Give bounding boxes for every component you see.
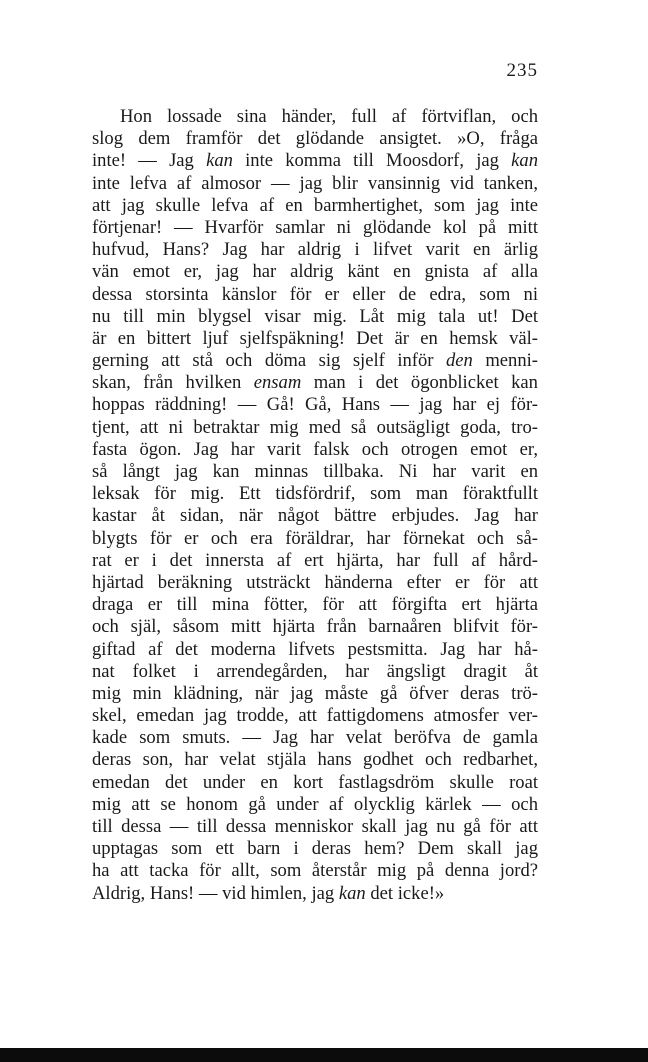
text-span: ha att tacka för allt, som återstår mig på denna jord? bbox=[92, 860, 538, 882]
text-span: till dessa — till dessa menniskor skall jag nu gå för att bbox=[92, 816, 538, 837]
text-line bbox=[92, 661, 538, 683]
text-line bbox=[92, 860, 538, 882]
text-line bbox=[92, 217, 538, 239]
text-span: man i det ögonblicket kan bbox=[301, 372, 538, 394]
text-span: hjärtad beräkning utsträckt händerna efter er för att bbox=[92, 571, 538, 593]
text-span: Aldrig, Hans! — vid himlen, jag bbox=[92, 882, 339, 904]
text-span: hufvud, Hans? Jag har aldrig i lifvet varit en ärlig bbox=[92, 239, 538, 261]
text-span: draga er till mina fötter, för att förgifta ert hjärta bbox=[92, 594, 538, 616]
text-line bbox=[92, 794, 538, 816]
text-line bbox=[92, 173, 538, 195]
body-text bbox=[92, 106, 538, 905]
text-line bbox=[92, 350, 538, 372]
emphasized-word: kan bbox=[206, 150, 233, 172]
text-line bbox=[92, 284, 538, 306]
text-span: så långt jag kan minnas tillbaka. Ni har varit en bbox=[92, 461, 538, 482]
text-span: giftad af det moderna lifvets pestsmitta. Jag har hå- bbox=[92, 638, 538, 660]
text-line bbox=[92, 439, 538, 461]
text-span: rat er i det innersta af ert hjärta, har full af hård- bbox=[92, 549, 538, 571]
text-span: skan, från hvilken bbox=[92, 372, 254, 394]
emphasized-word: ensam bbox=[253, 372, 302, 394]
text-line bbox=[92, 128, 538, 150]
text-line bbox=[92, 705, 538, 727]
text-span: och själ, såsom mitt hjärta från barnaåren blifvit för- bbox=[92, 616, 538, 638]
text-span: mig min klädning, när jag måste gå öfver deras trö- bbox=[92, 682, 538, 704]
emphasized-word: den bbox=[445, 350, 473, 372]
text-line bbox=[92, 639, 538, 661]
text-line bbox=[92, 306, 538, 328]
text-line bbox=[92, 838, 538, 860]
text-span: nat folket i arrendegården, har ängsligt dragit åt bbox=[92, 660, 538, 682]
emphasized-word: kan bbox=[511, 150, 538, 172]
text-line bbox=[92, 417, 538, 439]
text-line bbox=[92, 727, 538, 749]
text-line bbox=[92, 372, 538, 394]
text-span: skel, emedan jag trodde, att fattigdomens atmosfer ver- bbox=[92, 705, 538, 727]
text-line bbox=[92, 150, 538, 172]
text-line bbox=[92, 572, 538, 594]
text-line bbox=[92, 616, 538, 638]
text-line bbox=[92, 195, 538, 217]
text-line bbox=[92, 461, 538, 483]
text-span: är en bittert ljuf sjelfspäkning! Det är en hemsk väl- bbox=[92, 327, 538, 349]
text-span: slog dem framför det glödande ansigtet. »O, fråga bbox=[92, 128, 538, 150]
page-number: 235 bbox=[506, 60, 538, 81]
text-span: blygts för er och era föräldrar, har förnekat och så- bbox=[92, 527, 538, 549]
text-span: hoppas räddning! — Gå! Gå, Hans — jag har ej för- bbox=[92, 394, 538, 416]
text-span: kade som smuts. — Jag har velat beröfva de gamla bbox=[92, 727, 538, 749]
text-span: deras son, har velat stjäla hans godhet och redbarhet, bbox=[92, 749, 538, 771]
text-line bbox=[92, 394, 538, 416]
text-span: emedan det under en kort fastlagsdröm skulle roat bbox=[92, 771, 538, 793]
text-line bbox=[92, 883, 538, 905]
text-line bbox=[92, 505, 538, 527]
text-line bbox=[92, 239, 538, 261]
text-span: tjent, att ni betraktar mig med så outsägligt goda, tro- bbox=[92, 416, 538, 438]
text-line bbox=[92, 550, 538, 572]
text-line bbox=[92, 594, 538, 616]
text-span: gerning att stå och döma sig sjelf inför bbox=[92, 350, 446, 372]
text-line bbox=[92, 528, 538, 550]
text-line bbox=[92, 683, 538, 705]
text-span: att jag skulle lefva af en barmhertighet, som jag inte bbox=[92, 194, 538, 216]
scan-edge-bar bbox=[0, 1048, 648, 1062]
text-line bbox=[92, 261, 538, 283]
text-line bbox=[92, 772, 538, 794]
text-span: inte komma till Moosdorf, jag bbox=[232, 150, 512, 172]
text-span: fasta ögon. Jag har varit falsk och otrogen emot er, bbox=[92, 438, 538, 460]
text-span: Hon lossade sina händer, full af förtviflan, och bbox=[120, 106, 538, 127]
text-line bbox=[92, 749, 538, 771]
emphasized-word: kan bbox=[338, 882, 366, 904]
text-span: inte! — Jag bbox=[92, 150, 207, 172]
text-span: upptagas som ett barn i deras hem? Dem skall jag bbox=[92, 838, 538, 860]
text-span: förtjenar! — Hvarför samlar ni glödande kol på mitt bbox=[92, 216, 538, 238]
text-span: mig att se honom gå under af olycklig kärlek — och bbox=[92, 793, 538, 815]
text-line bbox=[92, 328, 538, 350]
text-line bbox=[92, 816, 538, 838]
text-line bbox=[92, 483, 538, 505]
text-span: leksak för mig. Ett tidsfördrif, som man föraktfullt bbox=[92, 483, 538, 505]
text-span: inte lefva af almosor — jag blir vansinnig vid tanken, bbox=[92, 172, 538, 194]
text-span: kastar åt sidan, när något bättre erbjudes. Jag har bbox=[92, 505, 538, 527]
text-span: vän emot er, jag har aldrig känt en gnista af alla bbox=[92, 261, 538, 283]
text-span: menni- bbox=[472, 350, 538, 372]
text-line bbox=[92, 106, 538, 128]
text-span: det icke!» bbox=[365, 882, 445, 904]
text-span: dessa storsinta känslor för er eller de edra, som ni bbox=[92, 283, 538, 305]
text-span: nu till min blygsel visar mig. Låt mig tala ut! Det bbox=[92, 305, 538, 327]
